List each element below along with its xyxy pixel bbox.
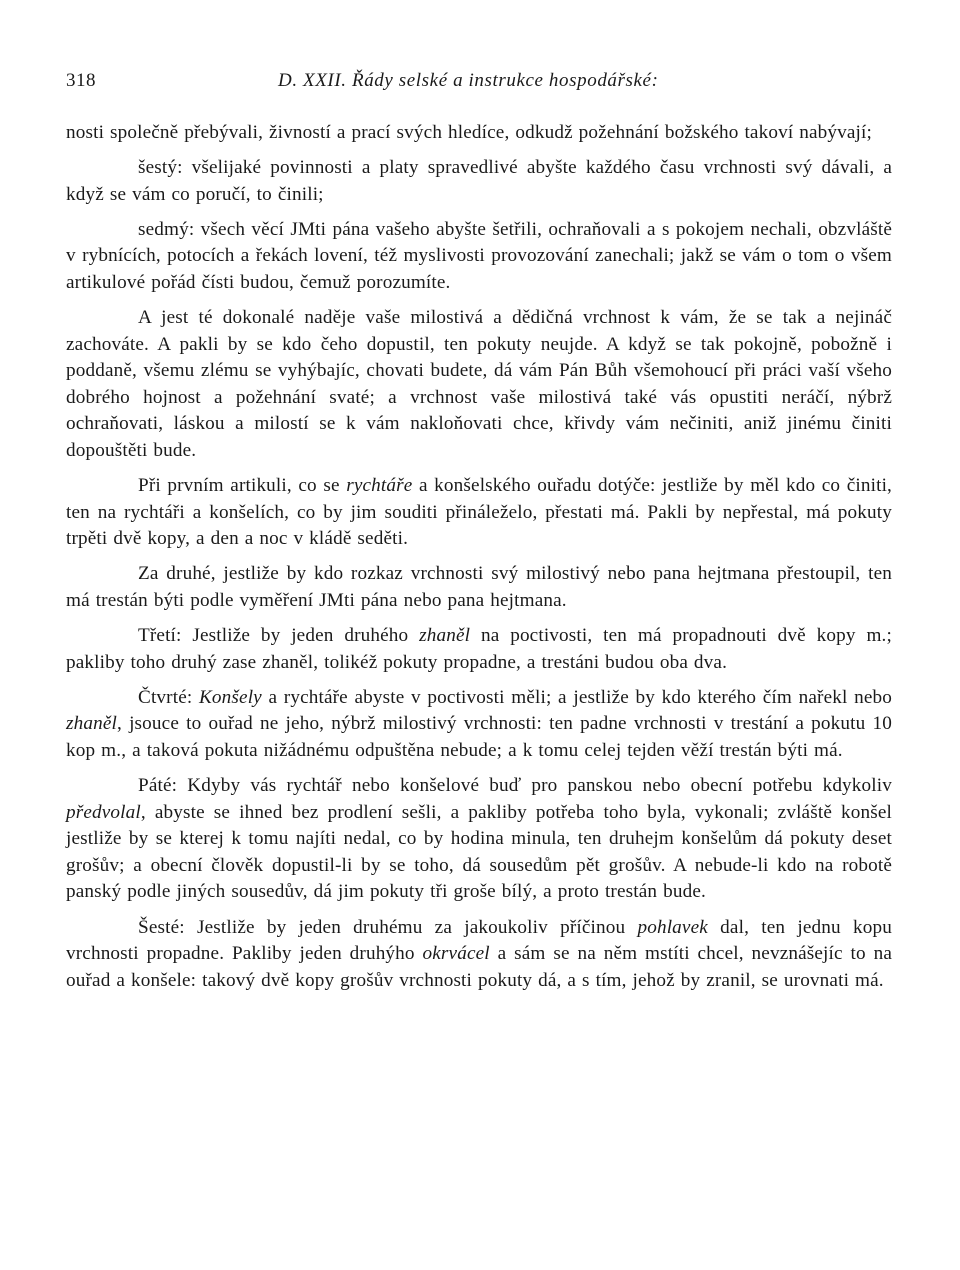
page-number: 318 [66,70,96,91]
text-segment: Třetí: Jestliže by jeden druhého [138,625,420,647]
text-segment: Čtvrté: [138,686,199,708]
paragraph-p5 [66,473,892,553]
italic-term: předvolal [66,801,141,823]
text-segment: Páté: Kdyby vás rychtář nebo konšelové buď pro panskou nebo obecní potřebu kdykoliv [138,775,892,797]
text-segment: A jest té dokonalé naděje vaše milostivá a dědičná vrchnost k vám, že se tak a nejináč zachováte. A pakli by se kdo čeho dopustil, ten pokuty neujde. A když se tak pokojně, pobožně i poddaně, všemu zlému se vyhýbajíc, chovati budete, dá vám Pán Bůh všemohoucí při práci vaší všeho dobrého hojnost a požehnání svaté; a vrchnost vaše milostivá také vás opustiti neráčí, nýbrž ochraňovati, láskou a milostí se k vám nakloňovati chce, křivdy vám nečiniti, aniž jinému činiti dopouštěti bude. [66,307,892,462]
paragraph-p3 [66,217,892,297]
text-segment: nosti společně přebývali, živností a prací svých hledíce, odkudž požehnání božského takoví nabývají; [66,122,873,143]
paragraph-p1 [66,120,892,147]
paragraph-p6 [66,561,892,614]
italic-term: zhaněl [419,625,471,647]
italic-term: zhaněl [66,713,117,735]
text-segment: , jsouce to ouřad ne jeho, nýbrž milostivý vrchnosti: ten padne vrchnosti v trestání a pokutu 10 kop m., a taková pokuta nižádnému odpuštěna nebude; a k tomu celej tejden věží trestán býti má. [66,713,892,761]
italic-term: Konšely [198,686,262,708]
text-segment: , abyste se ihned bez prodlení sešli, a pakliby potřeba toho byla, vykonali; zvláště konšel jestliže by se kterej k tomu najíti nedal, co by hodina minula, ten druhejm konšelům dá pokuty deset grošův; a obecní člověk dopustil-li by se toho, dá sousedům pět grošův. A nebude-li kdo na robotě panský podle jiných sousedův, dá jim pokuty tři groše bílý, a proto trestán bude. [66,801,892,903]
paragraph-p2 [66,155,892,208]
text-segment: Při prvním artikuli, co se [138,475,347,497]
book-page [66,62,892,1003]
running-head: D. XXII. Řády selské a instrukce hospodářské: [278,70,659,91]
text-segment: Za druhé, jestliže by kdo rozkaz vrchnosti svý milostivý nebo pana hejtmana přestoupil, ten má trestán býti podle vyměření JMti pána nebo pana hejtmana. [66,563,892,611]
paragraph-p7 [66,623,892,676]
paragraph-p9 [66,773,892,906]
text-segment: sedmý: všech věcí JMti pána vašeho abyšte šetřili, ochraňovali a s pokojem nechali, obzvláště v rybnících, potocích a řekách lovení, též myslivosti provozování zanechali; jakž se vám o tom o všem artikulové pořád čísti budou, čemuž porozumíte. [66,218,892,293]
body-text [66,120,892,994]
paragraph-p8 [66,685,892,765]
text-segment: šestý: všelijaké povinnosti a platy spravedlivé abyšte každého času vrchnosti svý dávali, a když se vám co poručí, to činili; [66,157,892,205]
italic-term: rychtáře [346,475,413,497]
text-segment: dal, ten jednu kopu vrchnosti propadne. Pakliby jeden druhýho [66,916,892,965]
text-segment: a sám se na něm mstíti chcel, nevznášejíc to na ouřad a konšele: takový dvě kopy grošův vrchnosti pokuty dá, a s tím, jehož by zranil, se urovnati má. [66,943,893,991]
text-segment: Šesté: Jestliže by jeden druhému za jakoukoliv příčinou [138,916,638,938]
italic-term: pohlavek [637,916,708,938]
italic-term: okrvácel [422,943,490,965]
paragraph-p10 [66,915,892,995]
text-segment: a rychtáře abyste v poctivosti měli; a jestliže by kdo kterého čím nařekl nebo [261,686,892,708]
text-segment: a konšelského ouřadu dotýče: jestliže by měl kdo co činiti, ten na rychtáři a konšelích, co by jim souditi přináleželo, přestati má. Pakli by nepřestal, má pokuty trpěti dvě kopy, a den a noc v kládě seděti. [66,475,892,550]
text-segment: na poctivosti, ten má propadnouti dvě kopy m.; pakliby toho druhý zase zhaněl, tolikéž pokuty propadne, a trestáni budou oba dva. [66,625,892,673]
page-header [66,62,892,94]
paragraph-p4 [66,305,892,465]
